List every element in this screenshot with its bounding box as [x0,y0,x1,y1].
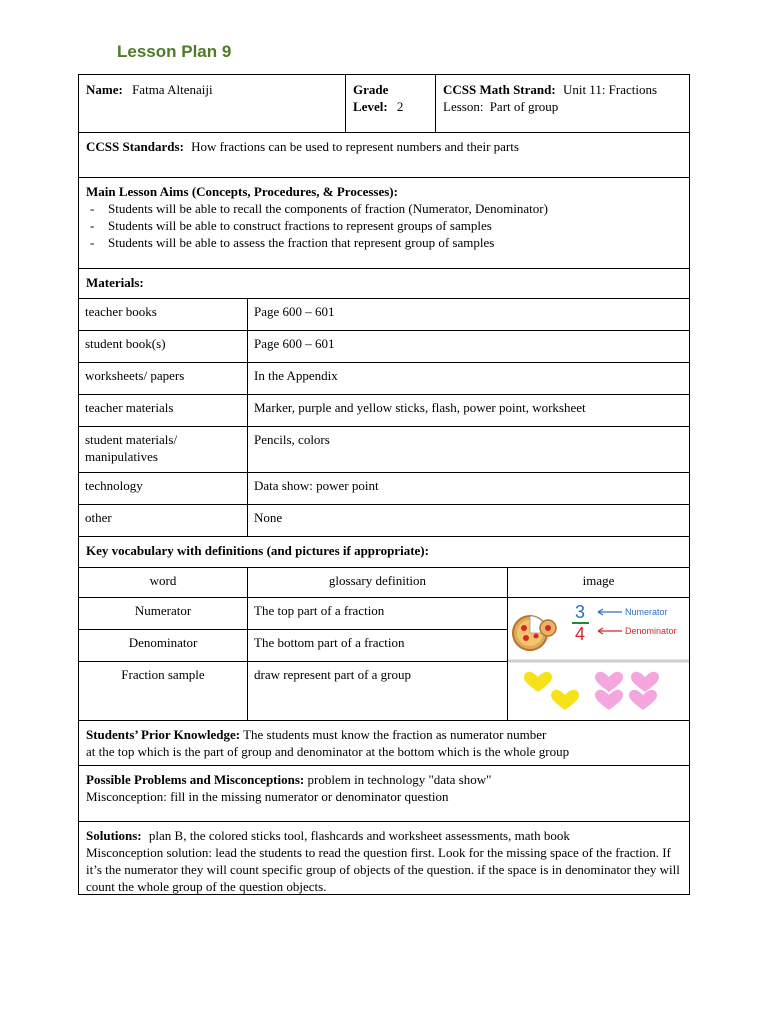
name-value: Fatma Altenaiji [132,82,213,97]
standards-value: How fractions can be used to represent numbers and their parts [191,139,519,154]
solutions-label: Solutions: [86,828,142,843]
problems-cell [78,765,690,822]
materials-value: Page 600 – 601 [247,298,690,331]
standards-label: CCSS Standards: [86,139,184,154]
fraction-illustration [508,598,689,720]
solutions-line1: plan B, the colored sticks tool, flashcards and worksheet assessments, math book [148,828,570,843]
materials-key: technology [78,472,248,505]
materials-key: student materials/ manipulatives [78,426,248,473]
materials-key: other [78,504,248,537]
name-label: Name: [86,82,123,97]
aim-item: - Students will be able to construct fractions to represent groups of samples [86,217,682,234]
denominator-digit: 4 [575,624,586,644]
aims-label: Main Lesson Aims (Concepts, Procedures, & Processes): [86,184,398,199]
aim-item: - Students will be able to recall the components of fraction (Numerator, Denominator) [86,200,682,217]
standards-cell [78,132,690,178]
solutions-cell [78,821,690,895]
vocab-label: Key vocabulary with definitions (and pictures if appropriate): [86,543,429,558]
materials-label: Materials: [86,275,144,290]
numerator-label: Numerator [625,607,668,617]
strand-cell [435,74,690,133]
materials-value: Page 600 – 601 [247,330,690,363]
vocab-definition: The top part of a fraction [247,597,508,630]
vocab-definition: The bottom part of a fraction [247,629,508,662]
grade-cell [345,74,436,133]
materials-value: Marker, purple and yellow sticks, flash, power point, worksheet [247,394,690,427]
level-value: 2 [396,99,404,114]
vocab-heading-cell [78,536,690,568]
page-title: Lesson Plan 9 [117,42,232,61]
heart-icon [524,672,552,692]
lesson-value: Part of group [489,99,559,114]
name-cell [78,74,346,133]
strand-label: CCSS Math Strand: [443,82,556,97]
grade-label: Grade [353,82,389,97]
strand-value: Unit 11: Fractions [562,82,658,97]
level-label: Level: [353,99,388,114]
vocab-definition: draw represent part of a group [247,661,508,721]
heart-icon [595,672,623,692]
materials-value: Pencils, colors [247,426,690,473]
aim-item: - Students will be able to assess the fraction that represent group of samples [86,234,682,251]
materials-value: Data show: power point [247,472,690,505]
materials-value: None [247,504,690,537]
heart-icon [551,690,579,710]
materials-key: teacher books [78,298,248,331]
aims-cell [78,177,690,269]
arrow-left-icon [598,628,622,634]
heart-icon [631,672,659,692]
heart-icon [629,690,657,710]
vocab-image-cell [507,597,690,721]
vocab-word: Denominator [78,629,248,662]
aims-list [86,200,682,251]
materials-heading-cell [78,268,690,299]
problems-line2: Misconception: fill in the missing numerator or denominator question [86,789,449,804]
materials-key: student book(s) [78,330,248,363]
numerator-digit: 3 [575,602,586,622]
vocab-header-image: image [507,567,690,598]
vocab-word: Fraction sample [78,661,248,721]
lesson-label: Lesson: [443,99,484,114]
problems-label: Possible Problems and Misconceptions: [86,772,305,787]
vocab-header-definition: glossary definition [247,567,508,598]
prior-line1: The students must know the fraction as numerator number [243,727,547,742]
arrow-left-icon [598,609,622,615]
materials-key: worksheets/ papers [78,362,248,395]
solutions-line2: Misconception solution: lead the students to read the question first. Look for the missing space of the fraction. If it’s the numerator they will count specific group of objects of the question. if the space is in denominator they will count the whole group of the question objects. [86,845,680,894]
vocab-word: Numerator [78,597,248,630]
materials-key: teacher materials [78,394,248,427]
prior-label: Students’ Prior Knowledge: [86,727,241,742]
pizza-icon [513,616,556,650]
heart-icon [595,690,623,710]
materials-value: In the Appendix [247,362,690,395]
prior-knowledge-cell [78,720,690,766]
denominator-label: Denominator [625,626,677,636]
problems-line1: problem in technology "data show" [307,772,492,787]
vocab-header-word: word [78,567,248,598]
prior-line2: at the top which is the part of group and denominator at the bottom which is the whole group [86,744,570,759]
